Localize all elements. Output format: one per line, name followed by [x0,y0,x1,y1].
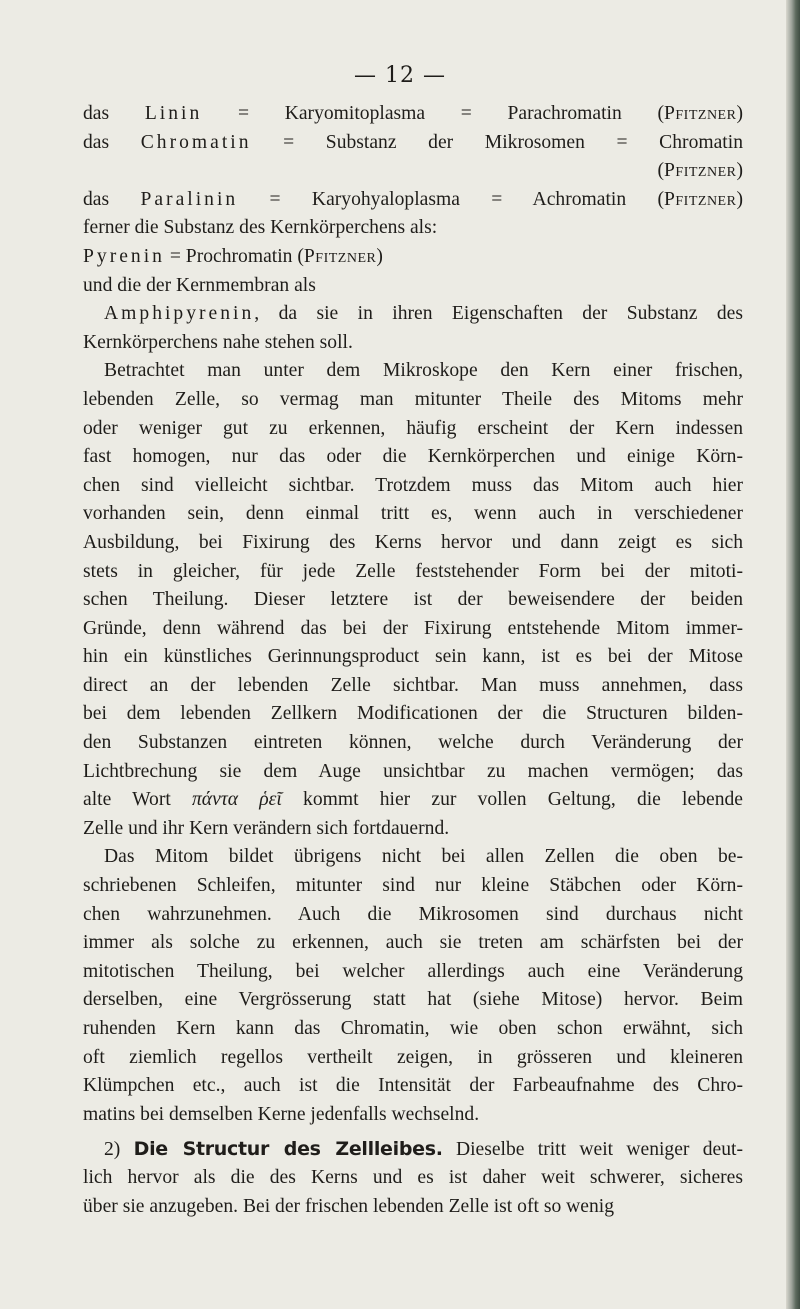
text-line [83,958,743,987]
text-segment: Kernkörperchens nahe stehen soll. [83,331,353,353]
text-segment: ) [736,160,743,182]
text-segment: kommt hier zur vollen Geltung, die lebende [281,789,743,811]
text-segment: Dieselbe tritt weit weniger deut- [442,1139,743,1161]
text-segment: Pfitzner [303,245,377,267]
text-segment: den Substanzen eintreten können, welche durch Veränderung der [83,732,743,754]
text-line [83,100,743,129]
text-segment: ) [736,188,743,210]
text-segment: lebenden Zelle, so vermag man mitunter Theile des Mitoms mehr [83,388,743,410]
text-line [83,529,743,558]
text-segment: Gründe, denn während das bei der Fixirung entstehende Mitom immer- [83,617,743,639]
text-segment: ) [736,103,743,124]
text-line [83,472,743,501]
text-segment: alte Wort [83,789,192,811]
text-segment: vorhanden sein, denn einmal tritt es, wenn auch in verschiedener [83,503,743,525]
text-line [83,386,743,415]
text-line [83,186,743,215]
text-segment: Pfitzner [664,160,737,182]
text-segment: das [83,188,141,210]
text-segment: Chromatin [140,131,252,153]
text-line [83,1164,743,1193]
text-line [83,672,743,701]
text-segment: Pfitzner [664,188,737,210]
text-segment: Paralinin [140,188,239,210]
text-line [83,214,743,243]
text-segment: Ausbildung, bei Fixirung des Kerns hervor und dann zeigt es sich [83,531,743,553]
text-segment: ) [376,245,383,267]
text-segment: 2) [104,1139,134,1161]
text-segment: matins bei demselben Kerne jedenfalls wechselnd. [83,1103,480,1125]
text-segment: über sie anzugeben. Bei der frischen lebenden Zelle ist oft so wenig [83,1195,615,1217]
text-segment: Betrachtet man unter dem Mikroskope den Kern einer frischen, [104,360,743,382]
text-segment: Amphipyrenin [104,303,255,325]
text-segment: chen sind vielleicht sichtbar. Trotzdem muss das Mitom auch hier [83,474,743,496]
text-segment: Lichtbrechung sie dem Auge unsichtbar zu machen vermögen; das [83,760,743,782]
text-line [83,815,743,844]
text-line [83,1044,743,1073]
text-segment: = Karyomitoplasma = Parachromatin ( [202,103,664,124]
text-segment: Pyrenin [83,245,165,267]
text-segment: hin ein künstliches Gerinnungsproduct sein kann, ist es bei der Mitose [83,646,743,668]
text-line [83,700,743,729]
text-segment: schriebenen Schleifen, mitunter sind nur kleine Stäbchen oder Körn- [83,875,743,897]
page-edge-shadow [786,0,800,1309]
text-segment: Das Mitom bildet übrigens nicht bei allen Zellen die oben be- [104,846,743,868]
text-segment: ferner die Substanz des Kernkörperchens als: [83,217,438,239]
text-line [83,272,743,301]
text-segment: derselben, eine Vergrösserung statt hat (siehe Mitose) hervor. Beim [83,989,743,1011]
text-segment: chen wahrzunehmen. Auch die Mikrosomen sind durchaus nicht [83,903,743,925]
text-line [83,500,743,529]
text-segment: direct an der lebenden Zelle sichtbar. Man muss annehmen, dass [83,674,743,696]
text-segment: Linin [144,103,203,124]
text-segment: Pfitzner [664,103,737,124]
text-line [83,615,743,644]
text-segment: das [83,103,145,124]
text-segment: Klümpchen etc., auch ist die Intensität der Farbeaufnahme des Chro- [83,1075,743,1097]
section-heading: Die Structur des Zellleibes. [133,1138,443,1161]
text-segment: stets in gleicher, für jede Zelle feststehender Form bei der mitoti- [83,560,743,582]
text-segment: = Karyohyaloplasma = Achromatin ( [238,188,664,210]
text-segment: = Substanz der Mikrosomen = Chromatin [251,131,743,153]
text-line [83,1135,743,1164]
text-segment: bei dem lebenden Zellkern Modificationen der die Structuren bilden- [83,703,743,725]
text-line [83,843,743,872]
text-line [83,300,743,329]
text-line [83,1193,743,1222]
text-segment: schen Theilung. Dieser letztere ist der beweisendere der beiden [83,589,743,611]
text-segment: oder weniger gut zu erkennen, häufig erscheint der Kern indessen [83,417,743,439]
text-segment: oft ziemlich regellos vertheilt zeigen, in grösseren und kleineren [83,1046,743,1068]
page-number: — 12 — [354,63,446,88]
text-segment: Zelle und ihr Kern verändern sich fortdauernd. [83,817,450,839]
text-segment: ( [657,160,665,182]
text-line [83,357,743,386]
text-segment: mitotischen Theilung, bei welcher allerdings auch eine Veränderung [83,960,743,982]
text-line [83,758,743,787]
text-line [83,986,743,1015]
text-line [83,1101,743,1130]
text-line [83,243,743,272]
text-line [83,415,743,444]
text-line [83,643,743,672]
text-line [83,786,743,815]
text-line [83,129,743,158]
text-line [83,929,743,958]
text-line [83,729,743,758]
text-line [83,1015,743,1044]
text-segment: , da sie in ihren Eigenschaften der Substanz des [254,303,743,325]
text-segment: lich hervor als die des Kerns und es ist daher weit schwerer, sicheres [83,1166,743,1188]
text-segment: ruhenden Kern kann das Chromatin, wie oben schon erwähnt, sich [83,1018,743,1039]
text-line [83,558,743,587]
text-line [83,586,743,615]
text-segment: πάντα ῥεῖ [191,789,282,811]
text-segment: das [83,131,141,153]
text-line [83,901,743,930]
text-line [83,443,743,472]
text-segment: = Prochromatin ( [164,245,304,267]
text-line [83,329,743,358]
body-text [83,100,743,1221]
text-segment: fast homogen, nur das oder die Kernkörperchen und einige Körn- [83,446,743,468]
text-line [83,157,743,186]
text-line [83,1072,743,1101]
text-segment: immer als solche zu erkennen, auch sie treten am schärfsten bei der [83,932,743,954]
text-segment: und die der Kernmembran als [83,274,316,296]
text-line [83,872,743,901]
